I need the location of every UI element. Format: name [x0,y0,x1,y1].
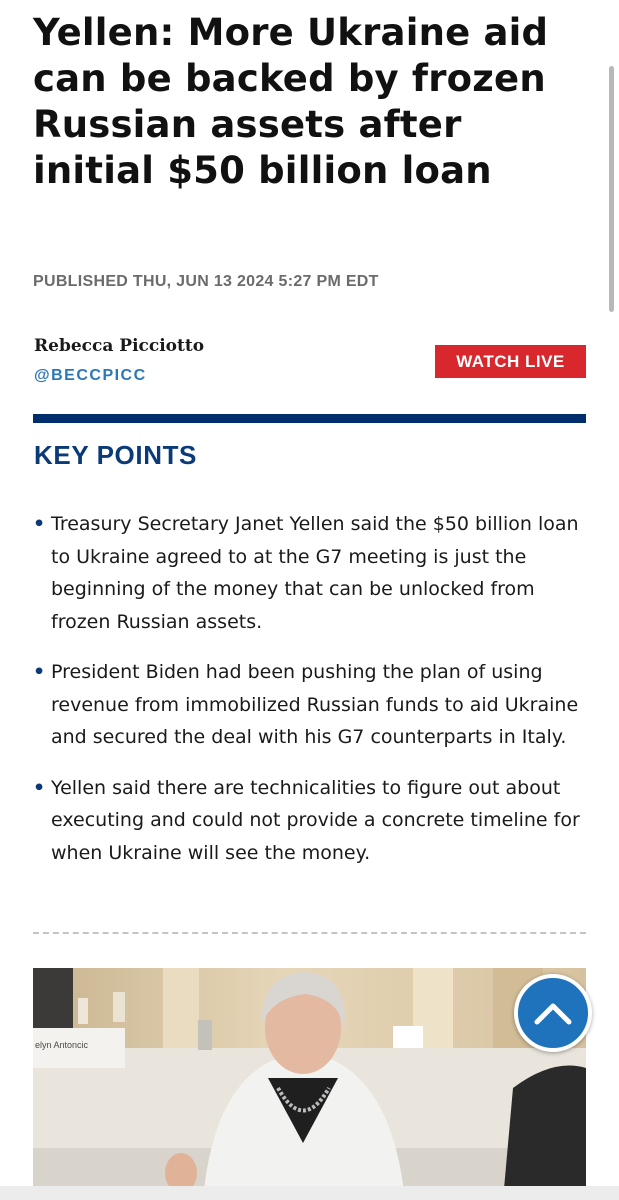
key-point-text: President Biden had been pushing the plan of using revenue from immobilized Russian funds to aid Ukraine and secured the deal with his G7 counterparts in Italy. [51,661,579,748]
bottom-toolbar-edge [0,1186,619,1200]
watch-live-button[interactable]: WATCH LIVE [435,345,586,378]
key-point-item [33,656,588,754]
bullet-icon: • [33,661,46,683]
bullet-icon: • [33,513,46,535]
key-point-text: Yellen said there are technicalities to figure out about executing and could not provide a concrete timeline for when Ukraine will see the money. [51,776,580,864]
section-divider [33,932,586,934]
key-point-text: Treasury Secretary Janet Yellen said the $50 billion loan to Ukraine agreed to at the G7 meeting is just the beginning of the money that can be unlocked from frozen Russian assets. [51,513,579,633]
scrollbar-thumb[interactable] [609,66,614,312]
scroll-to-top-button[interactable] [514,974,592,1052]
author-handle-link[interactable]: @BECCPICC [34,367,147,384]
name-card-text: elyn Antoncic [35,1040,89,1050]
author-name[interactable]: Rebecca Picciotto [34,336,205,356]
key-point-item [33,508,588,638]
published-timestamp: PUBLISHED THU, JUN 13 2024 5:27 PM EDT [33,273,379,290]
chevron-up-icon [533,1000,573,1026]
bullet-icon: • [33,776,46,799]
key-point-item [33,772,588,870]
key-points-list [33,508,588,887]
article-headline: Yellen: More Ukraine aid can be backed by frozen Russian assets after initial $50 billion loan [33,11,549,192]
key-points-top-rule [33,414,586,423]
article-photo[interactable] [33,968,586,1200]
key-points-title: KEY POINTS [34,440,198,470]
photo-illustration [33,968,586,1200]
